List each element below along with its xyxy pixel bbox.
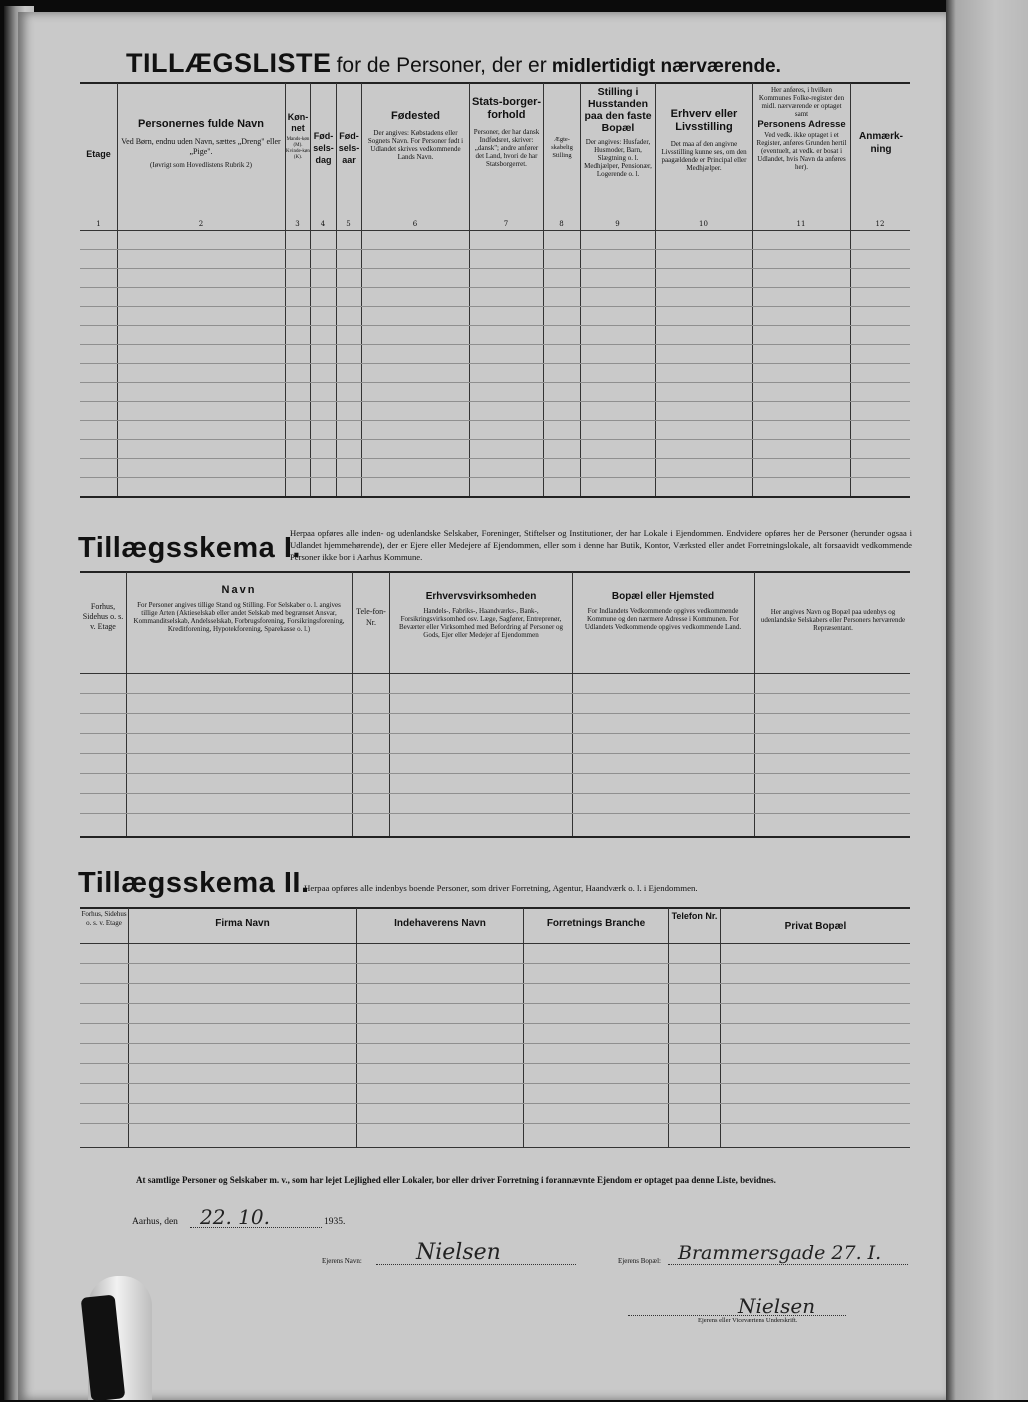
owner-address-label: Ejerens Bopæl: (618, 1257, 661, 1265)
s2-col-firm-header: Firma Navn (215, 918, 270, 929)
signature-handwritten: Nielsen (738, 1294, 816, 1318)
main-title-tail: midlertidigt nærværende. (551, 56, 781, 77)
date-handwritten: 22. 10. (200, 1205, 270, 1229)
schema2-intro: Herpaa opføres alle indenbys boende Personer, som driver Forretning, Agentur, Haandværk o. l. i Ejendommen. (304, 883, 698, 893)
attestation-statement: At samtlige Personer og Selskaber m. v., som har lejet Lejlighed eller Lokaler, bor eller driver Forretning i forannævnte Ejendom er optaget paa denne Liste, bevidnes. (136, 1175, 776, 1185)
s2-col-owner-header: Indehaverens Navn (394, 918, 486, 929)
form-page (18, 12, 946, 1400)
col-num: 9 (615, 220, 620, 228)
schema1-title: Tillægsskema I. (78, 532, 301, 564)
s1-col-etage-header: Forhus, Sidehus o. s. v. Etage (82, 602, 124, 631)
col-num: 1 (96, 220, 101, 228)
s1-col-business-header: Erhvervsvirksomheden Handels-, Fabriks-, Haandværks-, Bank-, Forsikringsvirksomhed osv. Læge, Sagfører, Entreprenør, Beværter eller Virksomhed med Befordring af Personer og Gods, Ejer eller Medejer af Ejendommen (398, 591, 564, 639)
col-num: 11 (796, 220, 806, 228)
main-title-mid: for de Personer, der er (336, 54, 547, 77)
year: 1935. (324, 1217, 346, 1227)
col-num: 2 (198, 220, 204, 228)
col-num: 10 (699, 220, 708, 228)
col-birthyear-header: Fød-sels-aar (338, 131, 360, 165)
col-citizenship-header: Stats-borger-forhold Personer, der har dansk Indfødsret, skriver: „dansk"; andre anfører det Land, hvori de har Statsborgerret. (471, 96, 542, 168)
s1-col-name-header: Navn For Personer angives tillige Stand og Stilling. For Selskaber o. l. angives tillige Arten (Aktieselskab eller andet Selskab med begrænset Ansvar, Kommanditselskab, Andelsselskab, Forbrugsforening, Forsikringsforening, Kreditforening, Hypotekforening, Sparekasse o. l.) (133, 584, 345, 633)
signature-label: Ejerens eller Viceværtens Underskrift. (698, 1317, 798, 1324)
schema1-intro: Herpaa opføres alle inden- og udenlandske Selskaber, Foreninger, Stiftelser og Institutioner, der har Lokale i Ejendommen. Endvidere opføres her de Personer (herunder ogsaa i Udlandet hjemmehørende), der er Ejere eller Medejere af Ejendommen, eller som i denne har Butik, Kontor, Værksted eller andet Forretningslokale, alt forsaavidt vedkommende Personer ikke bor i Aarhus Kommune. (290, 528, 912, 562)
s1-col-representative-header: Her angives Navn og Bopæl paa udenbys og udenlandske Selskabers eller Personers herværende Repræsentant. (760, 608, 906, 632)
col-gender-header: Køn-net Mands-køn (M). Kvinde-køn (K). (286, 112, 310, 160)
col-num: 8 (559, 220, 564, 228)
owner-address-handwritten: Brammersgade 27. I. (678, 1242, 882, 1264)
place-label: Aarhus, den (132, 1217, 178, 1227)
col-household-header: Stilling i Husstanden paa den faste Bopæl Der angives: Husfader, Husmoder, Barn, Slægtning o. l. Medhjælper, Pensionær, Logerende o. l. (584, 86, 652, 178)
col-birthday-header: Fød-sels-dag (313, 131, 334, 165)
col-num: 12 (875, 220, 885, 228)
col-birthplace-header: Fødested Der angives: Købstadens eller Sognets Navn. For Personer født i Udlandet skrives vedkommende Lands Navn. (367, 110, 464, 161)
col-num: 4 (320, 220, 326, 228)
col-address-header: Her anføres, i hvilken Kommunes Folke-register den midl. nærværende er optaget samt Personens Adresse Ved vedk. ikke optaget i et Register, anføres Grunden hertil (eventuelt, at vedk. er bosat i Udlandet, hvis Navn da anføres her). (756, 86, 847, 171)
s2-col-branch-header: Forretnings Branche (546, 918, 646, 929)
s2-col-private-header: Privat Bopæl (784, 921, 847, 932)
col-etage-header: Etage (86, 149, 111, 159)
main-title (126, 48, 926, 79)
col-num: 6 (412, 220, 418, 228)
s1-col-residence-header: Bopæl eller Hjemsted For Indlandets Vedkommende opgives vedkommende Kommune og den nærmere Adresse i Kommunen. For Udlandets Vedkommende opgives vedkommende Land. (584, 591, 742, 631)
col-num: 7 (503, 220, 509, 228)
s2-col-phone-header: Telefon Nr. (671, 911, 718, 921)
main-title-bold: TILLÆGSLISTE (126, 48, 332, 78)
facing-page-edge (946, 0, 1028, 1400)
schema2-title: Tillægsskema II. (78, 867, 310, 899)
col-num: 3 (295, 220, 300, 228)
col-num: 5 (346, 220, 351, 228)
s2-col-etage-header: Forhus, Sidehus o. s. v. Etage (81, 910, 127, 927)
col-name-header: Personernes fulde Navn Ved Børn, endnu uden Navn, sættes „Dreng" eller „Pige". (Iøvrigt som Hovedlistens Rubrik 2) (121, 118, 281, 169)
col-marital-header: Ægte-skabelig Stilling (551, 136, 573, 159)
s1-col-phone-header: Tele-fon-Nr. (356, 607, 386, 627)
owner-name-handwritten: Nielsen (416, 1240, 501, 1265)
owner-name-label: Ejerens Navn: (322, 1257, 362, 1265)
col-occupation-header: Erhverv eller Livsstilling Det maa af den angivne Livsstilling kunne ses, om den paagældende er Principal eller Medhjælper. (661, 108, 747, 172)
col-remark-header: Anmærk-ning (859, 131, 903, 155)
